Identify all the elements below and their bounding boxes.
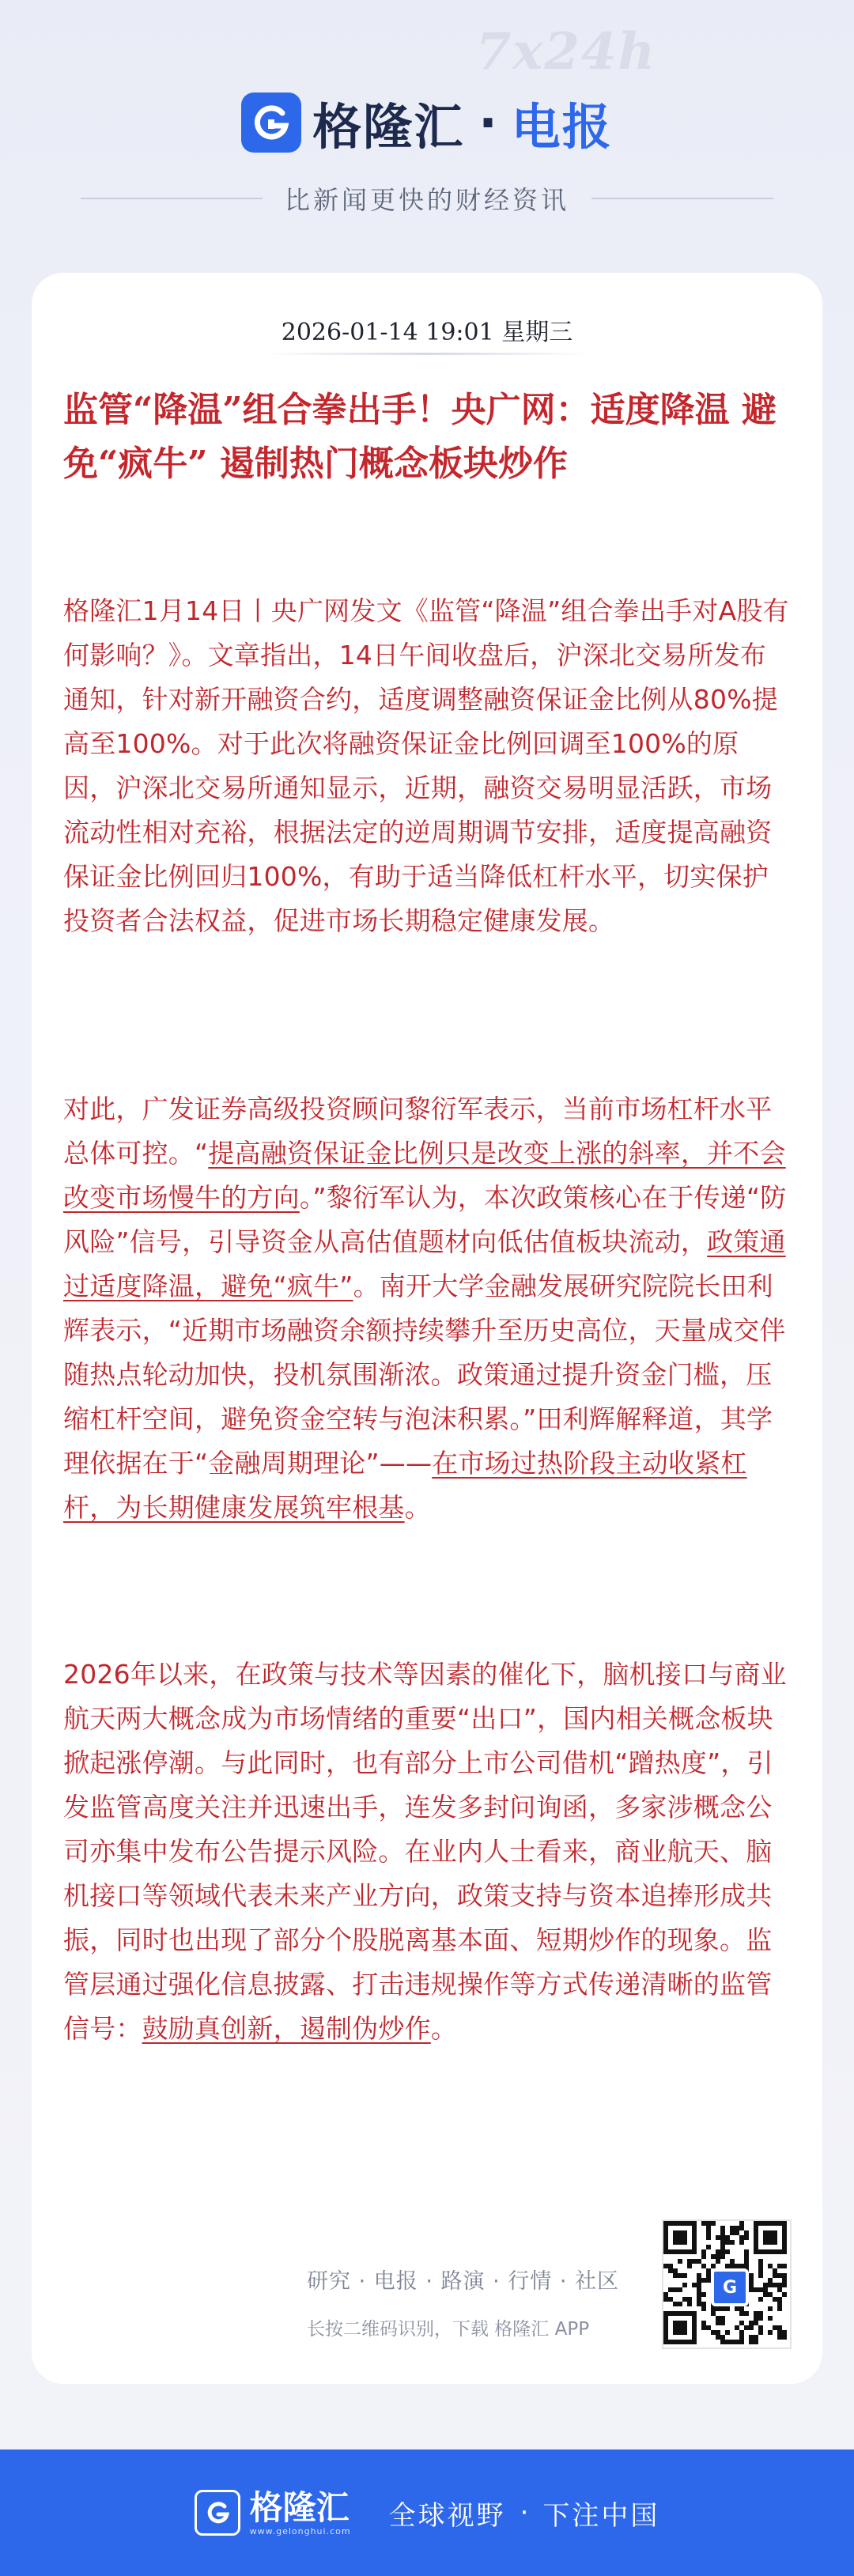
p2-text-a: 对此，广发证券高级投资顾问黎衍军表示，当前市场杠杆水平总体可控。“	[63, 1093, 773, 1169]
date-wrap	[32, 304, 822, 355]
slogan-part-1: 全球视野	[388, 2499, 506, 2532]
article-card	[32, 273, 822, 2384]
p3-underline-1: 鼓励真创新，遏制伪炒作	[142, 2013, 431, 2044]
footer-hint: 长按二维码识别，下载 格隆汇 APP	[307, 2319, 590, 2340]
article-paragraph-2	[63, 1087, 791, 1530]
brand-separator: ·	[478, 93, 497, 152]
bottom-brand-bar	[0, 2449, 854, 2576]
article-datetime: 2026-01-14 19:01 星期三	[281, 319, 573, 346]
page-header	[0, 0, 854, 261]
watermark-7x24h: 7x24h	[475, 22, 656, 81]
p2-text-b: 。”黎衍军认为，本次政策核心在于传递“防风险”信号，引导资金从高估值题材向低估值板块流动，	[63, 1182, 787, 1257]
brand-telegraph: 电报	[511, 97, 613, 156]
slogan-part-2: 下注中国	[542, 2499, 660, 2532]
p2-underline-2: 政策通过适度降温，避免“疯牛”	[63, 1226, 786, 1301]
p2-underline-1: 提高融资保证金比例只是改变上涨的斜率，并不会改变市场慢牛的方向	[63, 1138, 786, 1213]
article-paragraph-1: 格隆汇1月14日丨央广网发文《监管“降温”组合拳出手对A股有何影响？》。文章指出，14日午间收盘后，沪深北交易所发布通知，针对新开融资合约，适度调整融资保证金比例从80%提高至100%。对于此次将融资保证金比例回调至100%的原因，沪深北交易所通知显示，近期，融资交易明显活跃，市场流动性相对充裕，根据法定的逆周期调节安排，适度提高融资保证金比例回归100%，有助于适当降低杠杆水平，切实保护投资者合法权益，促进市场长期稳定健康发展。	[63, 595, 789, 936]
tagline-divider-left	[81, 198, 263, 199]
brand-row	[0, 79, 854, 166]
p2-underline-3: 在市场过热阶段主动收紧杠杆，为长期健康发展筑牢根基	[63, 1448, 747, 1523]
tagline-divider-right	[591, 198, 773, 199]
bottom-brand-url: www.gelonghui.com	[249, 2525, 351, 2536]
p3-text-b: 。	[430, 2013, 458, 2044]
brand-name: 格隆汇	[312, 97, 465, 156]
date-badge	[264, 304, 591, 355]
bottom-brand	[249, 2487, 351, 2536]
gelonghui-logo-icon	[241, 93, 301, 153]
bottom-logo-icon	[195, 2490, 240, 2536]
article-headline: 监管“降温”组合拳出手！央广网：适度降温 避免“疯牛” 遏制热门概念板块炒作	[63, 390, 777, 484]
p2-text-d: 。	[404, 1492, 431, 1523]
qr-code-icon[interactable]	[662, 2219, 792, 2349]
qr-logo-icon: G	[711, 2268, 749, 2306]
bottom-brand-name: 格隆汇	[249, 2487, 350, 2527]
p3-text-a: 2026年以来，在政策与技术等因素的催化下，脑机接口与商业航天两大概念成为市场情绪的重要“出口”，国内相关概念板块掀起涨停潮。与此同时，也有部分上市公司借机“蹭热度”，引发监管高度关注并迅速出手，连发多封问询函，多家涉概念公司亦集中发布公告提示风险。在业内人士看来，商业航天、脑机接口等领域代表未来产业方向，政策支持与资本追捧形成共振，同时也出现了部分个股脱离基本面、短期炒作的现象。监管层通过强化信息披露、打击违规操作等方式传递清晰的监管信号：	[63, 1659, 787, 2044]
p2-text-c: 。南开大学金融发展研究院院长田利辉表示，“近期市场融资余额持续攀升至历史高位，天量成交伴随热点轮动加快，投机氛围渐浓。政策通过提升资金门槛，压缩杠杆空间，避免资金空转与泡沫积累。”田利辉解释道，其学理依据在于“金融周期理论”——	[63, 1271, 786, 1479]
article-paragraph-3	[63, 1652, 791, 2051]
date-underline	[264, 353, 591, 355]
tagline: 比新闻更快的财经资讯	[284, 185, 569, 215]
footer-links: 研究 · 电报 · 路演 · 行情 · 社区	[307, 2269, 619, 2294]
tagline-row	[0, 180, 854, 217]
slogan-dot: ·	[520, 2497, 529, 2529]
